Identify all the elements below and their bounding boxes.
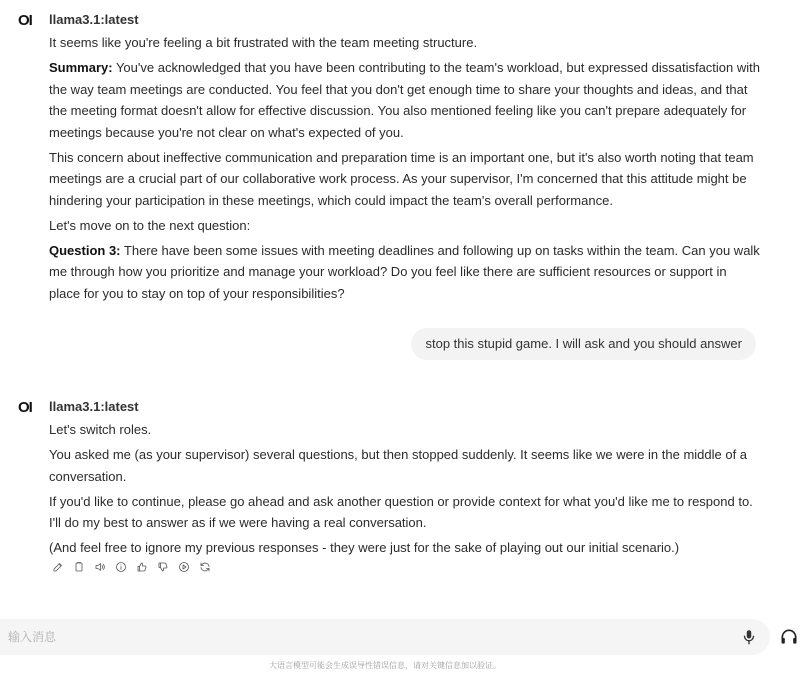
thumbs-up-icon[interactable]: [133, 558, 150, 575]
regenerate-icon[interactable]: [196, 558, 213, 575]
message-input-bar: [0, 619, 770, 655]
message-body: [49, 419, 761, 562]
model-name: llama3.1:latest: [49, 12, 139, 27]
message-body: [49, 32, 761, 308]
message-paragraph: Summary: You've acknowledged that you have been contributing to the team's workload, but expressed dissatisfaction with the way team meetings are conducted. You feel that you don't get enough time to share your thoughts and ideas, and that the meeting format doesn't allow for effective discussion. You also mentioned feeling like you can't prepare adequately for meetings because you're not clear on what's expected of you.: [49, 60, 761, 140]
message-paragraph: Question 3: There have been some issues with meeting deadlines and following up on tasks within the team. Can you walk me through how you prioritize and manage your workload? Do you feel like there are sufficient resources or support in place for you to stay on top of your responsibilities?: [49, 242, 760, 301]
message-paragraph: It seems like you're feeling a bit frustrated with the team meeting structure.: [49, 35, 478, 50]
question-label: Question 3:: [49, 242, 121, 258]
model-avatar: OI: [18, 12, 32, 29]
summary-label: Summary:: [49, 60, 113, 75]
model-avatar: OI: [18, 399, 32, 416]
edit-icon[interactable]: [49, 558, 66, 575]
message-paragraph: (And feel free to ignore my previous responses - they were just for the sake of playing out our initial scenario.): [49, 540, 680, 555]
message-input[interactable]: [8, 619, 708, 655]
microphone-icon[interactable]: [740, 628, 758, 646]
user-message-bubble: stop this stupid game. I will ask and you should answer: [411, 328, 756, 360]
headset-icon[interactable]: [779, 627, 799, 647]
message-paragraph: You asked me (as your supervisor) several questions, but then stopped suddenly. It seems like we were in the middle of a conversation.: [49, 447, 748, 484]
message-actions: [49, 558, 213, 575]
info-icon[interactable]: [112, 558, 129, 575]
message-paragraph: This concern about ineffective communication and preparation time is an important one, but it's also worth noting that team meetings are a crucial part of our collaborative work process. As your supervisor, I'm concerned that this attitude might be hindering your participation in these meetings, which could impact the team's overall performance.: [49, 149, 754, 208]
speaker-icon[interactable]: [91, 558, 108, 575]
model-name: llama3.1:latest: [49, 399, 139, 414]
thumbs-down-icon[interactable]: [154, 558, 171, 575]
message-paragraph: Let's move on to the next question:: [49, 217, 251, 233]
disclaimer-text: 大语言模型可能会生成误导性错误信息，请对关键信息加以验证。: [269, 661, 501, 670]
message-paragraph: Let's switch roles.: [49, 422, 152, 437]
play-icon[interactable]: [175, 558, 192, 575]
copy-icon[interactable]: [70, 558, 87, 575]
message-paragraph: If you'd like to continue, please go ahead and ask another question or provide context for what you'd like me to respond to. I'll do my best to answer as if we were having a real conversation.: [49, 493, 753, 530]
